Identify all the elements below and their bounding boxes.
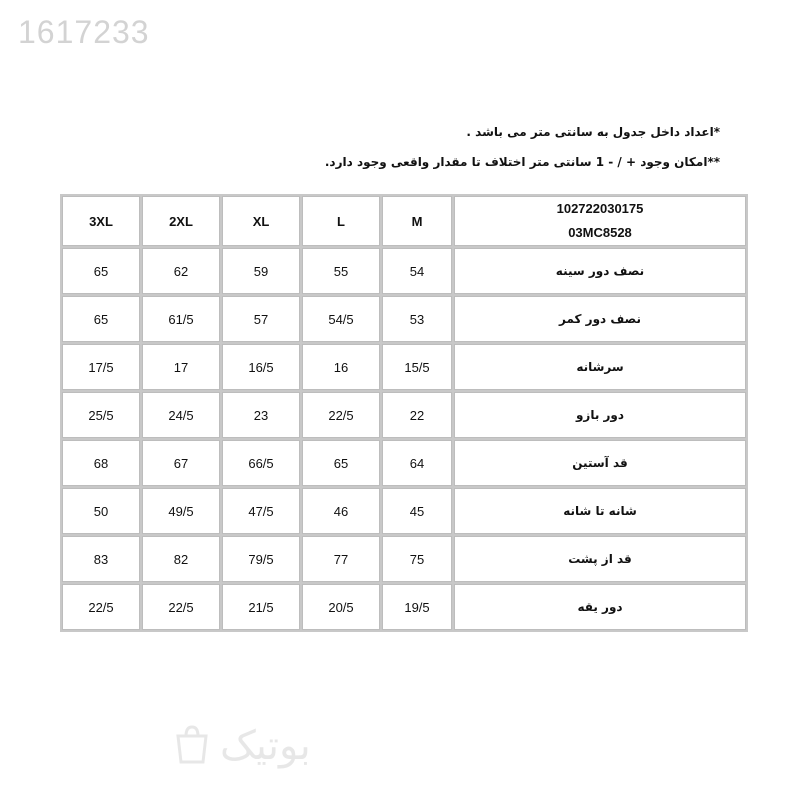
measure-cell-l: 22/5: [302, 392, 380, 438]
table-row: [62, 248, 746, 294]
measure-cell-3xl: 65: [62, 248, 140, 294]
measure-cell-2xl: 82: [142, 536, 220, 582]
shopping-bag-icon: [170, 722, 214, 770]
table-row: [62, 536, 746, 582]
measure-cell-2xl: 67: [142, 440, 220, 486]
measure-cell-2xl: 49/5: [142, 488, 220, 534]
measure-cell-2xl: 17: [142, 344, 220, 390]
measure-cell-xl: 59: [222, 248, 300, 294]
measure-cell-l: 55: [302, 248, 380, 294]
measure-cell-m: 54: [382, 248, 452, 294]
measure-cell-3xl: 83: [62, 536, 140, 582]
measurement-label: دور یقه: [454, 584, 746, 630]
measure-cell-xl: 16/5: [222, 344, 300, 390]
notes: [300, 120, 720, 180]
measurement-label: نصف دور سینه: [454, 248, 746, 294]
table-row: [62, 488, 746, 534]
measure-cell-xl: 21/5: [222, 584, 300, 630]
table-row: [62, 392, 746, 438]
measure-cell-3xl: 68: [62, 440, 140, 486]
table-row: [62, 440, 746, 486]
product-code: 102722030175: [556, 201, 644, 216]
measure-cell-xl: 66/5: [222, 440, 300, 486]
measurement-label: سرشانه: [454, 344, 746, 390]
measure-cell-2xl: 61/5: [142, 296, 220, 342]
measure-cell-xl: 47/5: [222, 488, 300, 534]
table-header-row: [62, 196, 746, 246]
size-header-m: M: [382, 196, 452, 246]
model-code: 03MC8528: [568, 225, 632, 240]
measurement-label: شانه تا شانه: [454, 488, 746, 534]
measure-cell-m: 45: [382, 488, 452, 534]
note-tolerance: **امکان وجود + / - 1 سانتی متر اختلاف تا مقدار واقعی وجود دارد.: [324, 155, 720, 169]
measure-cell-2xl: 24/5: [142, 392, 220, 438]
table-row: [62, 344, 746, 390]
product-codes: [454, 196, 746, 246]
measure-cell-l: 65: [302, 440, 380, 486]
size-header-xl: XL: [222, 196, 300, 246]
measure-cell-2xl: 62: [142, 248, 220, 294]
measurement-label: نصف دور کمر: [454, 296, 746, 342]
measure-cell-l: 16: [302, 344, 380, 390]
measure-cell-xl: 79/5: [222, 536, 300, 582]
measure-cell-3xl: 65: [62, 296, 140, 342]
measure-cell-3xl: 25/5: [62, 392, 140, 438]
table-row: [62, 296, 746, 342]
size-header-2xl: 2XL: [142, 196, 220, 246]
measure-cell-m: 64: [382, 440, 452, 486]
measurement-label: دور بازو: [454, 392, 746, 438]
measurement-label: قد از پشت: [454, 536, 746, 582]
watermark-text: بوتیک: [220, 723, 311, 769]
measure-cell-3xl: 17/5: [62, 344, 140, 390]
measure-cell-l: 54/5: [302, 296, 380, 342]
measure-cell-m: 15/5: [382, 344, 452, 390]
measure-cell-l: 46: [302, 488, 380, 534]
measure-cell-xl: 57: [222, 296, 300, 342]
measure-cell-xl: 23: [222, 392, 300, 438]
boutique-watermark: [170, 722, 311, 770]
measure-cell-m: 22: [382, 392, 452, 438]
note-units: *اعداد داخل جدول به سانتی متر می باشد .: [466, 125, 720, 139]
size-header-l: L: [302, 196, 380, 246]
measure-cell-m: 53: [382, 296, 452, 342]
measure-cell-m: 19/5: [382, 584, 452, 630]
table-row: [62, 584, 746, 630]
measure-cell-m: 75: [382, 536, 452, 582]
measure-cell-l: 77: [302, 536, 380, 582]
product-id: 1617233: [18, 14, 150, 50]
measure-cell-3xl: 50: [62, 488, 140, 534]
size-header-3xl: 3XL: [62, 196, 140, 246]
measure-cell-3xl: 22/5: [62, 584, 140, 630]
size-table: [60, 194, 748, 632]
measure-cell-2xl: 22/5: [142, 584, 220, 630]
measure-cell-l: 20/5: [302, 584, 380, 630]
measurement-label: قد آستین: [454, 440, 746, 486]
